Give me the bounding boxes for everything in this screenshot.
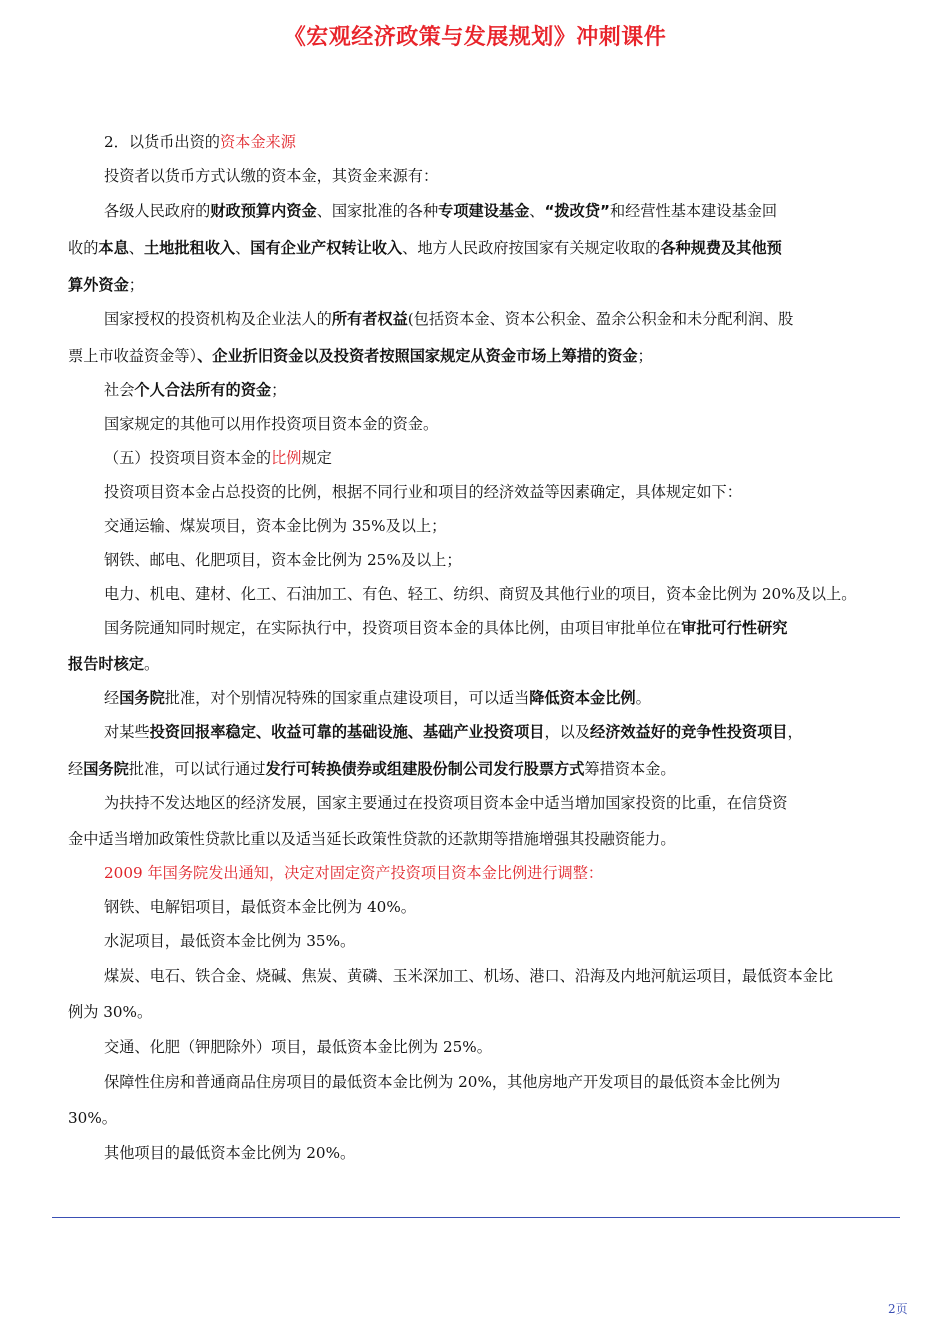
paragraph-line [68, 759, 676, 779]
page-number: 2页 [888, 1302, 908, 1316]
text-segment: 经 [104, 689, 120, 707]
highlight-text: 资本金来源 [219, 133, 296, 151]
paragraph-line [68, 516, 446, 536]
text-segment: 、地方人民政府按国家有关规定收取的 [402, 239, 661, 257]
paragraph-line [68, 1002, 152, 1022]
bold-text: 、企业折旧资金以及投资者按照国家规定从资金市场上筹措的资金 [197, 347, 638, 365]
bold-text: 投资回报率稳定、收益可靠的基础设施、基础产业投资项目 [149, 723, 545, 741]
text-segment: 规定 [301, 449, 332, 467]
paragraph-line [68, 584, 856, 604]
text-segment: 批准，对个别情况特殊的国家重点建设项目，可以适当 [164, 689, 530, 707]
text-segment: 煤炭、电石、铁合金、烧碱、焦炭、黄磷、玉米深加工、机场、港口、沿海及内地河航运项目，最低资本金比 [104, 967, 833, 985]
text-segment: 国务院通知同时规定，在实际执行中，投资项目资本金的具体比例，由项目审批单位在 [104, 619, 682, 637]
paragraph-line [68, 448, 332, 468]
bold-text: 本息 [98, 239, 129, 257]
paragraph-line [68, 654, 159, 674]
text-segment: 对某些 [104, 723, 150, 741]
bold-text: 国务院 [119, 689, 165, 707]
paragraph-line [68, 132, 296, 152]
text-segment: 金中适当增加政策性贷款比重以及适当延长政策性贷款的还款期等措施增强其投融资能力。 [68, 830, 676, 848]
bold-text: 审批可行性研究 [681, 619, 788, 637]
text-segment: 票上市收益资金等） [68, 347, 198, 365]
paragraph-line [68, 414, 438, 434]
text-segment: 30%。 [68, 1109, 117, 1127]
text-segment: 电力、机电、建材、化工、石油加工、有色、轻工、纺织、商贸及其他行业的项目，资本金比例为 20%及以上。 [104, 585, 857, 603]
text-segment: （五）投资项目资本金的 [104, 449, 272, 467]
text-segment: 投资项目资本金占总投资的比例，根据不同行业和项目的经济效益等因素确定，具体规定如下： [104, 483, 742, 501]
text-segment: 钢铁、邮电、化肥项目，资本金比例为 25%及以上； [104, 551, 462, 569]
bold-text: 国务院 [83, 760, 129, 778]
text-segment: 例为 30%。 [68, 1003, 153, 1021]
text-segment: 收的 [68, 239, 99, 257]
paragraph-line [68, 380, 286, 400]
paragraph-line [68, 1072, 780, 1092]
text-segment: 和经营性基本建设基金回 [609, 202, 778, 220]
page-title: 《宏观经济政策与发展规划》冲刺课件 [283, 25, 667, 50]
paragraph-line [68, 201, 777, 221]
paragraph-line [68, 238, 782, 258]
text-segment: 、 [235, 239, 251, 257]
paragraph-line [68, 618, 787, 638]
paragraph-line [68, 166, 438, 186]
paragraph-line [68, 550, 462, 570]
text-segment: 社会 [104, 381, 135, 399]
text-segment: 2．以货币出资的 [104, 133, 220, 151]
text-segment: 、国家批准的各种 [316, 202, 439, 220]
text-segment: 国家授权的投资机构及企业法人的 [104, 310, 332, 328]
bold-text: 算外资金 [68, 276, 129, 294]
bold-text: 降低资本金比例 [529, 689, 636, 707]
text-segment: ； [271, 381, 287, 399]
text-segment: ，以及 [544, 723, 590, 741]
text-segment: 交通、化肥（钾肥除外）项目，最低资本金比例为 25%。 [104, 1038, 492, 1056]
text-segment: 保障性住房和普通商品住房项目的最低资本金比例为 20%，其他房地产开发项目的最低资本金比例为 [104, 1073, 781, 1091]
text-segment: 各级人民政府的 [104, 202, 211, 220]
paragraph-line [68, 309, 793, 329]
paragraph-line [68, 931, 355, 951]
paragraph-line [68, 346, 653, 366]
paragraph-line [68, 688, 651, 708]
text-segment: 、 [529, 202, 545, 220]
text-segment: 为扶持不发达地区的经济发展，国家主要通过在投资项目资本金中适当增加国家投资的比重，在信贷资 [104, 794, 788, 812]
paragraph-line [68, 966, 833, 986]
text-segment: 筹措资本金。 [584, 760, 676, 778]
text-segment: 国家规定的其他可以用作投资项目资本金的资金。 [104, 415, 439, 433]
text-segment: 批准，可以试行通过 [128, 760, 266, 778]
bold-text: “拨改贷” [544, 202, 610, 220]
text-segment: 。 [635, 689, 651, 707]
bold-text: 报告时核定 [68, 655, 144, 673]
paragraph-line [68, 793, 787, 813]
text-segment: 交通运输、煤炭项目，资本金比例为 35%及以上； [104, 517, 447, 535]
paragraph-line [68, 863, 603, 883]
bold-text: 所有者权益 [331, 310, 408, 328]
paragraph-line [68, 1108, 117, 1128]
paragraph-line [68, 275, 144, 295]
bold-text: 个人合法所有的资金 [134, 381, 272, 399]
paragraph-line [68, 722, 803, 742]
paragraph-line [68, 829, 676, 849]
bold-text: 国有企业产权转让收入 [250, 239, 403, 257]
text-segment: ； [128, 276, 144, 294]
bold-text: 财政预算内资金 [210, 202, 317, 220]
bold-text: 专项建设基金 [438, 202, 530, 220]
text-segment: 、 [128, 239, 144, 257]
text-segment: ； [637, 347, 653, 365]
bold-text: 各种规费及其他预 [660, 239, 782, 257]
footer-rule [52, 1217, 900, 1218]
bold-text: 发行可转换债券或组建股份制公司发行股票方式 [265, 760, 585, 778]
bold-text: 土地批租收入 [143, 239, 236, 257]
text-segment: ， [787, 723, 803, 741]
text-segment: 其他项目的最低资本金比例为 20%。 [104, 1144, 356, 1162]
text-segment: 。 [143, 655, 160, 673]
text-segment: (包括资本金、资本公积金、盈余公积金和未分配利润、股 [407, 310, 794, 328]
paragraph-line [68, 897, 416, 917]
highlight-text: 比例 [271, 449, 302, 467]
text-segment: 投资者以货币方式认缴的资本金，其资金来源有： [104, 167, 439, 185]
text-segment: 经 [68, 760, 84, 778]
highlight-text: 2009 年国务院发出通知，决定对固定资产投资项目资本金比例进行调整： [104, 864, 604, 882]
paragraph-line [68, 482, 742, 502]
paragraph-line [68, 1143, 355, 1163]
text-segment: 钢铁、电解铝项目，最低资本金比例为 40%。 [104, 898, 416, 916]
text-segment: 水泥项目，最低资本金比例为 35%。 [104, 932, 356, 950]
paragraph-line [68, 1037, 492, 1057]
bold-text: 经济效益好的竞争性投资项目 [590, 723, 788, 741]
